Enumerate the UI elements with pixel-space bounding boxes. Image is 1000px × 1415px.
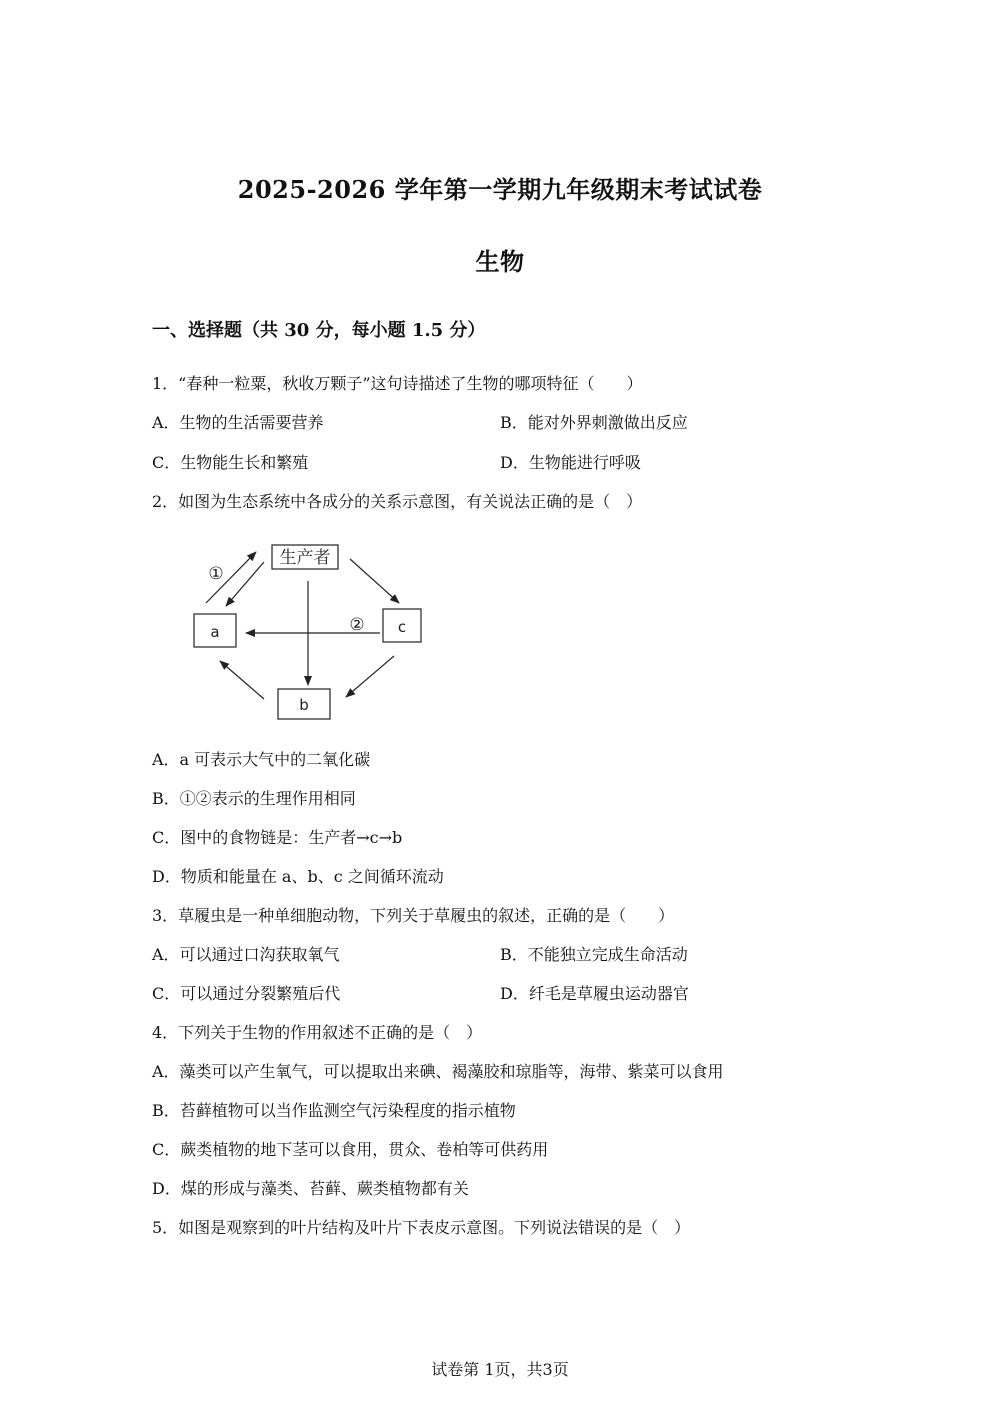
arrow-b-to-a	[220, 661, 264, 699]
producer-label: 生产者	[279, 548, 331, 568]
exam-title: 2025-2026 学年第一学期九年级期末考试试卷	[237, 175, 763, 204]
q2-option-c[interactable]: C．图中的食物链是：生产者→c→b	[152, 828, 403, 847]
q2-option-a[interactable]: A．a 可表示大气中的二氧化碳	[152, 750, 371, 769]
section-heading: 一、选择题（共 30 分，每小题 1.5 分）	[152, 320, 486, 341]
question-3-stem: 3．草履虫是一种单细胞动物，下列关于草履虫的叙述，正确的是（ ）	[152, 906, 675, 925]
question-1-stem: 1．“春种一粒粟，秋收万颗子”这句诗描述了生物的哪项特征（ ）	[152, 374, 643, 393]
mark-1: ①	[208, 564, 224, 584]
q1-option-d[interactable]: D．生物能进行呼吸	[500, 453, 641, 472]
q4-option-d[interactable]: D．煤的形成与藻类、苔藓、蕨类植物都有关	[152, 1179, 469, 1198]
mark-2: ②	[349, 615, 365, 635]
question-4-stem: 4．下列关于生物的作用叙述不正确的是（ ）	[152, 1023, 483, 1042]
q1-option-b[interactable]: B．能对外界刺激做出反应	[500, 413, 688, 432]
question-2-stem: 2．如图为生态系统中各成分的关系示意图，有关说法正确的是（ ）	[152, 492, 643, 511]
q3-option-c[interactable]: C．可以通过分裂繁殖后代	[152, 984, 341, 1003]
q2-option-d[interactable]: D．物质和能量在 a、b、c 之间循环流动	[152, 867, 444, 886]
node-c-label: c	[397, 618, 407, 636]
q3-option-d[interactable]: D．纤毛是草履虫运动器官	[500, 984, 689, 1003]
arrow-producer-to-c	[350, 559, 399, 603]
q4-option-b[interactable]: B．苔藓植物可以当作监测空气污染程度的指示植物	[152, 1101, 516, 1120]
q4-option-a[interactable]: A．藻类可以产生氧气，可以提取出来碘、褐藻胶和琼脂等，海带、紫菜可以食用	[152, 1062, 724, 1081]
ecosystem-diagram	[180, 535, 440, 730]
arrow-producer-to-a	[226, 562, 264, 606]
q1-option-a[interactable]: A．生物的生活需要营养	[152, 413, 324, 432]
q3-option-b[interactable]: B．不能独立完成生命活动	[500, 945, 688, 964]
arrow-c-to-b	[346, 656, 394, 697]
node-a-label: a	[210, 623, 220, 641]
q4-option-c[interactable]: C．蕨类植物的地下茎可以食用，贯众、卷柏等可供药用	[152, 1140, 549, 1159]
q1-option-c[interactable]: C．生物能生长和繁殖	[152, 453, 309, 472]
node-b-label: b	[299, 696, 309, 714]
q3-option-a[interactable]: A．可以通过口沟获取氧气	[152, 945, 340, 964]
q2-option-b[interactable]: B．①②表示的生理作用相同	[152, 789, 356, 808]
page-footer: 试卷第 1页，共3页	[431, 1360, 569, 1379]
subject-title: 生物	[475, 247, 525, 276]
question-5-stem: 5．如图是观察到的叶片结构及叶片下表皮示意图。下列说法错误的是（ ）	[152, 1218, 691, 1237]
